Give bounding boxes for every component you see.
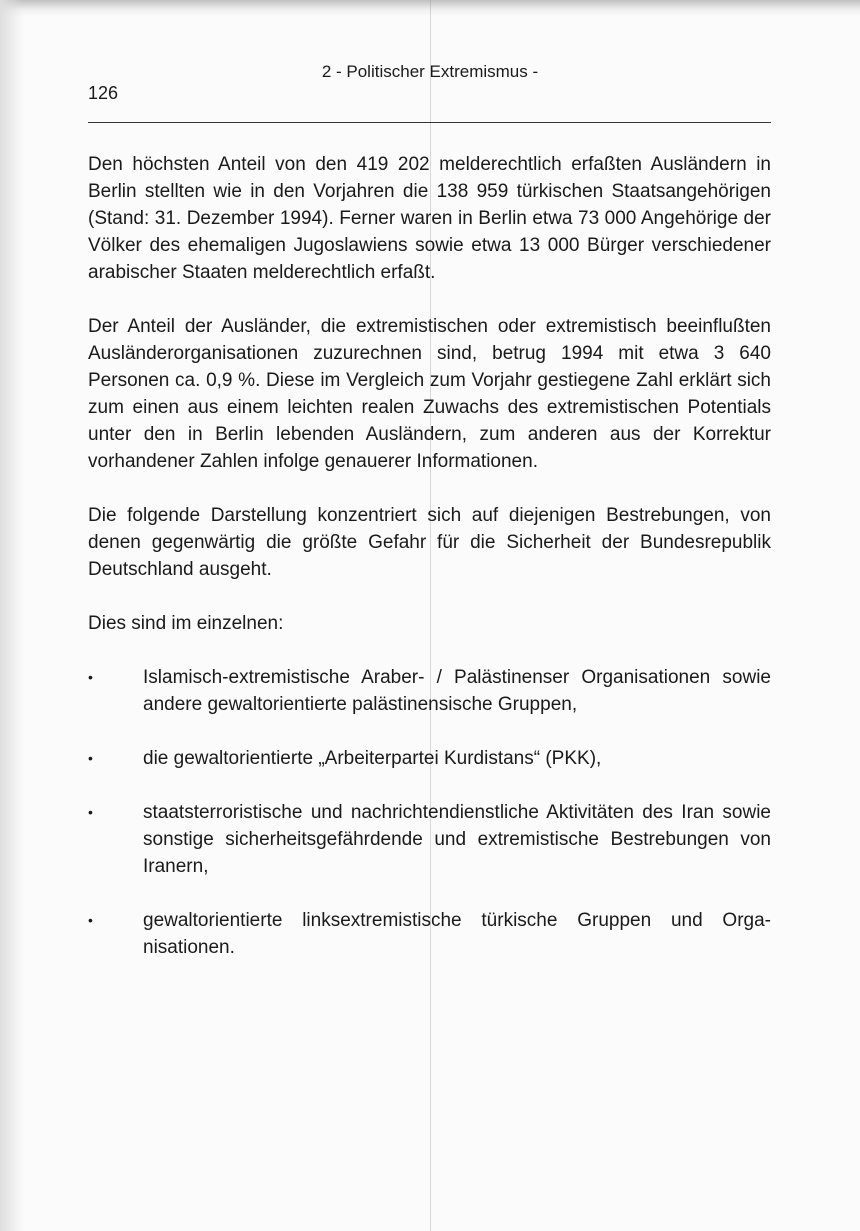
list-item xyxy=(88,799,771,880)
list-item-text: Islamisch-extremistische Araber- / Palästinenser Organisationen sowie andere gewaltorientierte palästinensische Gruppen, xyxy=(143,667,771,715)
paragraph-foreigner-statistics: Den höchsten Anteil von den 419 202 melderechtlich erfaßten Ausländern in Berlin stellten wie in den Vorjahren die 138 959 türkischen Staatsangehörigen (Stand: 31. Dezember 1994). Ferner waren in Berlin etwa 73 000 Angehörige der Völker des ehemaligen Jugoslawiens sowie etwa 13 000 Bürger verschiedener arabischer Staaten melderechtlich erfaßt. xyxy=(88,154,771,283)
paragraph-extremist-share: Der Anteil der Ausländer, die extremistischen oder extremistisch beeinflußten Ausländerorganisationen zuzurechnen sind, betrug 1994 mit etwa 3 640 Personen ca. 0,9 %. Diese im Vergleich zum Vorjahr gestiegene Zahl erklärt sich zum einen aus einem leichten realen Zuwachs des extremistischen Potentials unter den in Berlin lebenden Ausländern, zum anderen aus der Korrektur vorhandener Zahlen infolge genauerer Informationen. xyxy=(88,316,771,472)
paragraph-focus: Die folgende Darstellung konzentriert sich auf diejenigen Bestrebungen, von denen gegenwärtig die größte Gefahr für die Sicherheit der Bundesrepublik Deutschland ausgeht. xyxy=(88,505,771,580)
bullet-icon: • xyxy=(88,804,93,820)
list-item-text: die gewaltorientierte „Arbeiterpartei Kurdistans“ (PKK), xyxy=(143,748,602,769)
running-header-title: 2 - Politischer Extremismus - xyxy=(321,62,539,81)
list-item xyxy=(88,907,771,961)
list-item xyxy=(88,745,771,772)
list-item-text: staatsterroristische und nachrichtendienstliche Aktivitäten des Iran sowie sonstige sicherheitsgefährdende und extremistische Bestrebungen von Iranern, xyxy=(143,802,771,877)
bullet-icon: • xyxy=(88,669,93,685)
paragraph-list-intro: Dies sind im einzelnen: xyxy=(88,613,284,634)
scan-shadow-left xyxy=(0,0,24,1231)
list-item xyxy=(88,664,771,718)
organisation-list xyxy=(88,664,771,961)
bullet-icon: • xyxy=(88,750,93,766)
bullet-icon: • xyxy=(88,912,93,928)
list-item-text: gewaltorientierte linksextremistische türkische Gruppen und Organisationen. xyxy=(143,910,771,958)
page-body xyxy=(88,151,771,988)
page-number: 126 xyxy=(88,83,119,103)
header-rule xyxy=(88,122,771,123)
